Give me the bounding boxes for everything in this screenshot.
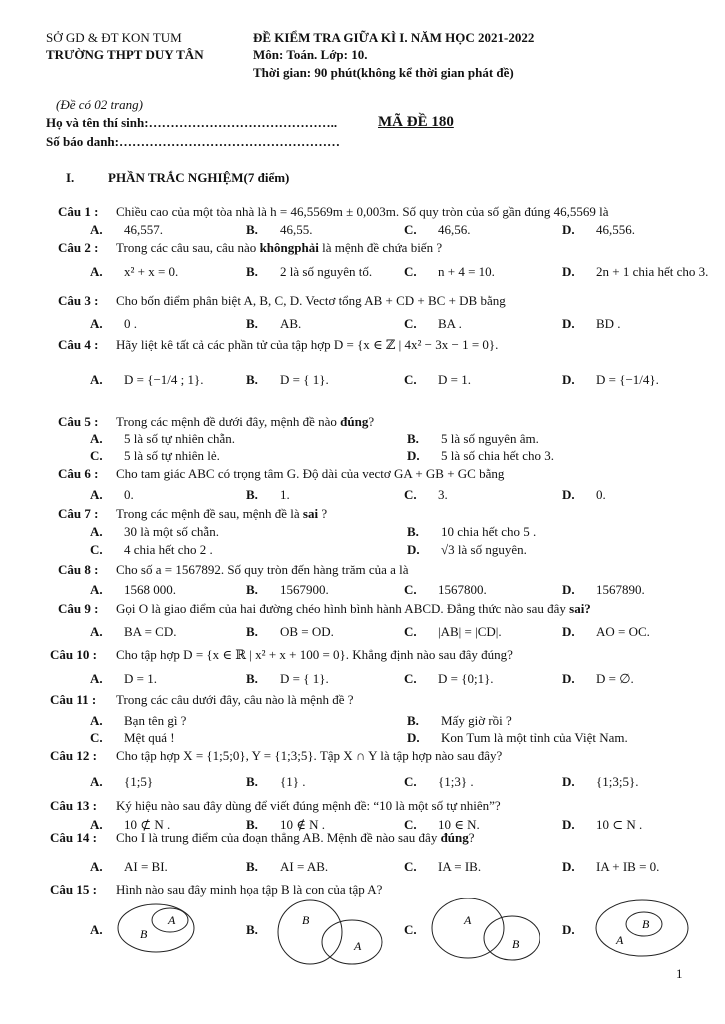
answer-option[interactable] (404, 582, 487, 598)
question-label: Câu 14 : (50, 830, 97, 845)
option-text: 0. (124, 487, 134, 502)
option-letter: C. (404, 774, 417, 789)
option-letter: B. (246, 222, 258, 237)
answer-option[interactable] (246, 264, 372, 280)
option-letter: A. (90, 487, 103, 502)
option-text: D = {0;1}. (438, 671, 494, 686)
venn-diagram (428, 898, 540, 968)
option-text: D = {−1/4}. (596, 372, 659, 387)
option-letter: A. (90, 524, 103, 539)
option-letter: D. (562, 264, 575, 279)
option-letter: C. (90, 542, 103, 557)
option-text: {1} . (280, 774, 306, 789)
option-letter: C. (404, 817, 417, 832)
option-letter: B. (246, 372, 258, 387)
answer-option[interactable] (562, 922, 596, 938)
option-text: AI = AB. (280, 859, 329, 874)
option-letter: C. (404, 316, 417, 331)
answer-option[interactable] (90, 316, 137, 332)
answer-option[interactable] (562, 372, 659, 388)
question-label: Câu 9 : (58, 601, 99, 616)
option-letter: C. (404, 372, 417, 387)
option-text: Bạn tên gì ? (124, 713, 187, 728)
answer-option[interactable] (404, 372, 471, 388)
option-text: 1. (280, 487, 290, 502)
question-text (116, 601, 591, 617)
candidate-name-line: Họ và tên thí sinh:…………………………………….. (46, 115, 338, 130)
option-text: AI = BI. (124, 859, 168, 874)
option-letter: B. (246, 264, 258, 279)
venn-set-a (322, 920, 382, 964)
option-text: 4 chia hết cho 2 . (124, 542, 213, 557)
option-letter: D. (407, 730, 420, 745)
answer-option[interactable] (246, 222, 313, 238)
venn-set-label: A (354, 939, 362, 953)
exam-code: MÃ ĐỀ 180 (378, 114, 454, 130)
option-letter: B. (407, 713, 419, 728)
question-text-part: Trong các mệnh đề sau, mệnh đề là (116, 506, 303, 521)
question-text: Cho tam giác ABC có trọng tâm G. Độ dài của vectơ GA + GB + GC bằng (116, 466, 505, 481)
option-letter: D. (562, 671, 575, 686)
option-letter: A. (90, 671, 103, 686)
option-text: 10 chia hết cho 5 . (441, 524, 537, 539)
answer-option[interactable] (90, 431, 235, 447)
option-letter: B. (246, 774, 258, 789)
option-text: OB = OD. (280, 624, 334, 639)
question-text-part: là mệnh đề chứa biến ? (318, 240, 443, 255)
question-label: Câu 10 : (50, 647, 97, 662)
option-letter: C. (90, 730, 103, 745)
option-text: {1;3;5}. (596, 774, 639, 789)
answer-option[interactable] (90, 582, 176, 598)
question-text (116, 240, 442, 256)
answer-option[interactable] (404, 774, 474, 790)
option-letter: C. (404, 487, 417, 502)
option-text: Kon Tum là một tỉnh của Việt Nam. (441, 730, 628, 745)
venn-set-label: B (642, 917, 650, 931)
option-text: |AB| = |CD|. (438, 624, 502, 639)
question-text: Chiều cao của một tòa nhà là h = 46,5569m ± 0,003m. Số quy tròn của số gần đúng 46,5569 là (116, 204, 609, 219)
option-letter: B. (407, 524, 419, 539)
option-letter: B. (407, 431, 419, 446)
option-text: 3. (438, 487, 448, 502)
question-text-part: Gọi O là giao điểm của hai đường chéo hình bình hành ABCD. Đẳng thức nào sau đây (116, 601, 570, 616)
option-text: 10 ⊂ N . (596, 817, 643, 832)
venn-set-label: B (302, 913, 310, 927)
venn-diagram (592, 898, 704, 968)
venn-set-label: A (616, 933, 624, 947)
answer-option[interactable] (562, 774, 638, 790)
option-letter: B. (246, 582, 258, 597)
exam-title: ĐỀ KIỂM TRA GIỮA KÌ I. NĂM HỌC 2021-2022 (253, 30, 535, 45)
answer-option[interactable] (246, 671, 329, 687)
option-letter: D. (562, 487, 575, 502)
option-text: 46,557. (124, 222, 163, 237)
answer-option[interactable] (246, 624, 334, 640)
question-text: Cho tập hợp X = {1;5;0}, Y = {1;3;5}. Tập X ∩ Y là tập hợp nào sau đây? (116, 748, 503, 763)
answer-option[interactable] (407, 542, 527, 558)
option-letter: A. (90, 222, 103, 237)
answer-option[interactable] (90, 713, 186, 729)
answer-option[interactable] (404, 487, 448, 503)
option-letter: A. (90, 817, 103, 832)
option-text: {1;3} . (438, 774, 474, 789)
question-text: Cho bốn điểm phân biệt A, B, C, D. Vectơ tổng AB + CD + BC + DB bằng (116, 293, 506, 308)
question-label: Câu 13 : (50, 798, 97, 813)
question-text: Hình nào sau đây minh họa tập B là con của tập A? (116, 882, 383, 897)
answer-option[interactable] (90, 487, 134, 503)
option-text: 2 là số nguyên tố. (280, 264, 373, 279)
answer-option[interactable] (90, 774, 153, 790)
answer-option[interactable] (90, 671, 157, 687)
answer-option[interactable] (90, 222, 163, 238)
option-letter: B. (246, 624, 258, 639)
question-label: Câu 5 : (58, 414, 99, 429)
question-text (116, 830, 475, 846)
venn-set-label: A (168, 913, 176, 927)
option-text: 5 là số chia hết cho 3. (441, 448, 554, 463)
option-letter: C. (404, 264, 417, 279)
answer-option[interactable] (404, 624, 502, 640)
question-text (116, 506, 327, 522)
answer-option[interactable] (90, 624, 176, 640)
question-label: Câu 15 : (50, 882, 97, 897)
option-letter: C. (404, 671, 417, 686)
question-text: Trong các câu dưới đây, câu nào là mệnh đề ? (116, 692, 354, 707)
option-letter: D. (562, 222, 575, 237)
answer-option[interactable] (562, 671, 634, 687)
venn-diagram (272, 898, 384, 968)
option-text: 5 là số nguyên âm. (441, 431, 539, 446)
option-letter: B. (246, 817, 258, 832)
option-text: 46,556. (596, 222, 635, 237)
section-number: I. (66, 170, 75, 185)
option-text: Mấy giờ rồi ? (441, 713, 512, 728)
question-label: Câu 2 : (58, 240, 99, 255)
question-label: Câu 8 : (58, 562, 99, 577)
option-text: 30 là một số chẵn. (124, 524, 219, 539)
section-title: PHẦN TRẮC NGHIỆM(7 điểm) (108, 170, 290, 185)
question-label: Câu 11 : (50, 692, 97, 707)
option-letter: A. (90, 582, 103, 597)
option-text: {1;5} (124, 774, 154, 789)
option-text: D = 1. (438, 372, 471, 387)
answer-option[interactable] (562, 316, 621, 332)
option-letter: A. (90, 859, 103, 874)
subject-line: Môn: Toán. Lớp: 10. (253, 47, 368, 62)
question-label: Câu 3 : (58, 293, 99, 308)
question-text (116, 414, 374, 430)
option-text: IA = IB. (438, 859, 482, 874)
question-text-emphasis: sai? (569, 601, 591, 616)
page-number: 1 (676, 966, 683, 981)
option-text: 1567890. (596, 582, 645, 597)
pages-note: (Đề có 02 trang) (56, 97, 144, 112)
answer-option[interactable] (404, 859, 481, 875)
option-text: AB. (280, 316, 302, 331)
answer-option[interactable] (246, 774, 305, 790)
option-letter: A. (90, 264, 103, 279)
question-text-part: Trong các câu sau, câu nào (116, 240, 260, 255)
question-text: Cho số a = 1567892. Số quy tròn đến hàng trăm của a là (116, 562, 409, 577)
option-letter: C. (404, 859, 417, 874)
candidate-id-line: Số báo danh:…………………………………………… (46, 134, 340, 149)
answer-option[interactable] (562, 264, 708, 280)
question-text-emphasis: khôngphải (259, 240, 319, 255)
option-text: 46,56. (438, 222, 471, 237)
dept-name: SỞ GD & ĐT KON TUM (46, 30, 182, 45)
option-text: √3 là số nguyên. (441, 542, 527, 557)
question-label: Câu 12 : (50, 748, 97, 763)
option-text: 10 ∈ N. (438, 817, 480, 832)
option-letter: D. (562, 582, 575, 597)
option-letter: A. (90, 372, 103, 387)
answer-option[interactable] (562, 487, 606, 503)
option-text: 0. (596, 487, 606, 502)
option-text: 2n + 1 chia hết cho 3. (596, 264, 709, 279)
option-letter: D. (562, 774, 575, 789)
question-text-part: ? (468, 830, 475, 845)
question-text-part: Cho I là trung điểm của đoạn thẳng AB. Mệnh đề nào sau đây (116, 830, 441, 845)
question-text: Cho tập hợp D = {x ∈ ℝ | x² + x + 100 = 0}. Khẳng định nào sau đây đúng? (116, 647, 513, 662)
answer-option[interactable] (246, 487, 290, 503)
answer-option[interactable] (90, 542, 213, 558)
option-letter: B. (246, 316, 258, 331)
question-label: Câu 1 : (58, 204, 99, 219)
answer-option[interactable] (562, 222, 635, 238)
venn-set-label: B (140, 927, 148, 941)
option-text: D = { 1}. (280, 372, 329, 387)
option-text: 0 . (124, 316, 137, 331)
question-label: Câu 4 : (58, 337, 99, 352)
option-text: 5 là số tự nhiên lẻ. (124, 448, 220, 463)
option-text: 46,55. (280, 222, 313, 237)
question-text-part: ? (318, 506, 328, 521)
answer-option[interactable] (407, 431, 539, 447)
option-text: D = 1. (124, 671, 157, 686)
option-text: D = ∅. (596, 671, 634, 686)
option-letter: A. (90, 922, 103, 937)
option-letter: A. (90, 713, 103, 728)
option-letter: D. (562, 372, 575, 387)
option-text: Mệt quá ! (124, 730, 175, 745)
answer-option[interactable] (562, 582, 645, 598)
answer-option[interactable] (404, 222, 471, 238)
answer-option[interactable] (90, 524, 219, 540)
answer-option[interactable] (562, 817, 642, 833)
option-letter: B. (246, 859, 258, 874)
option-letter: B. (246, 671, 258, 686)
answer-option[interactable] (562, 859, 659, 875)
venn-set-a (432, 898, 504, 958)
venn-set-label: B (512, 937, 520, 951)
option-letter: C. (404, 222, 417, 237)
time-line: Thời gian: 90 phút(không kể thời gian phát đề) (253, 65, 514, 80)
answer-option[interactable] (90, 448, 220, 464)
question-text-emphasis: đúng (440, 830, 469, 845)
option-letter: C. (404, 582, 417, 597)
answer-option[interactable] (90, 859, 168, 875)
question-text: Hãy liệt kê tất cả các phần tử của tập hợp D = {x ∈ ℤ | 4x² − 3x − 1 = 0}. (116, 337, 499, 352)
question-text-part: ? (368, 414, 375, 429)
option-text: AO = OC. (596, 624, 650, 639)
option-text: BD . (596, 316, 621, 331)
answer-option[interactable] (246, 316, 301, 332)
option-letter: B. (246, 487, 258, 502)
option-letter: A. (90, 316, 103, 331)
option-text: x² + x = 0. (124, 264, 179, 279)
option-letter: C. (404, 624, 417, 639)
option-letter: D. (562, 316, 575, 331)
answer-option[interactable] (407, 713, 512, 729)
option-letter: D. (407, 542, 420, 557)
option-letter: C. (90, 448, 103, 463)
option-text: IA + IB = 0. (596, 859, 660, 874)
answer-option[interactable] (407, 448, 554, 464)
option-text: 10 ⊄ N . (124, 817, 171, 832)
option-letter: D. (407, 448, 420, 463)
option-text: BA . (438, 316, 462, 331)
question-text-emphasis: đúng (340, 414, 369, 429)
option-text: BA = CD. (124, 624, 177, 639)
question-text: Ký hiệu nào sau đây dùng để viết đúng mệnh đề: “10 là một số tự nhiên”? (116, 798, 501, 813)
option-letter: A. (90, 774, 103, 789)
option-text: n + 4 = 10. (438, 264, 495, 279)
option-letter: D. (562, 817, 575, 832)
option-text: D = {−1/4 ; 1}. (124, 372, 204, 387)
question-label: Câu 7 : (58, 506, 99, 521)
answer-option[interactable] (407, 730, 628, 746)
option-text: 1567800. (438, 582, 487, 597)
answer-option[interactable] (90, 372, 204, 388)
option-letter: D. (562, 922, 575, 937)
answer-option[interactable] (407, 524, 536, 540)
question-label: Câu 6 : (58, 466, 99, 481)
venn-set-b (278, 900, 342, 964)
option-text: 10 ∉ N . (280, 817, 326, 832)
option-letter: A. (90, 624, 103, 639)
option-letter: D. (562, 859, 575, 874)
answer-option[interactable] (562, 624, 650, 640)
option-text: 5 là số tự nhiên chẵn. (124, 431, 236, 446)
answer-option[interactable] (246, 372, 329, 388)
option-letter: B. (246, 922, 258, 937)
answer-option[interactable] (90, 264, 178, 280)
answer-option[interactable] (246, 582, 329, 598)
school-name: TRƯỜNG THPT DUY TÂN (46, 47, 204, 62)
option-letter: C. (404, 922, 417, 937)
option-text: 1567900. (280, 582, 329, 597)
answer-option[interactable] (404, 264, 495, 280)
venn-diagram (114, 898, 226, 968)
question-text-part: Trong các mệnh đề dưới đây, mệnh đề nào (116, 414, 341, 429)
option-letter: D. (562, 624, 575, 639)
venn-set-label: A (464, 913, 472, 927)
answer-option[interactable] (90, 730, 175, 746)
answer-option[interactable] (404, 671, 494, 687)
option-letter: A. (90, 431, 103, 446)
answer-option[interactable] (246, 859, 328, 875)
option-text: D = { 1}. (280, 671, 329, 686)
question-text-emphasis: sai (302, 506, 319, 521)
option-text: 1568 000. (124, 582, 176, 597)
answer-option[interactable] (404, 316, 462, 332)
